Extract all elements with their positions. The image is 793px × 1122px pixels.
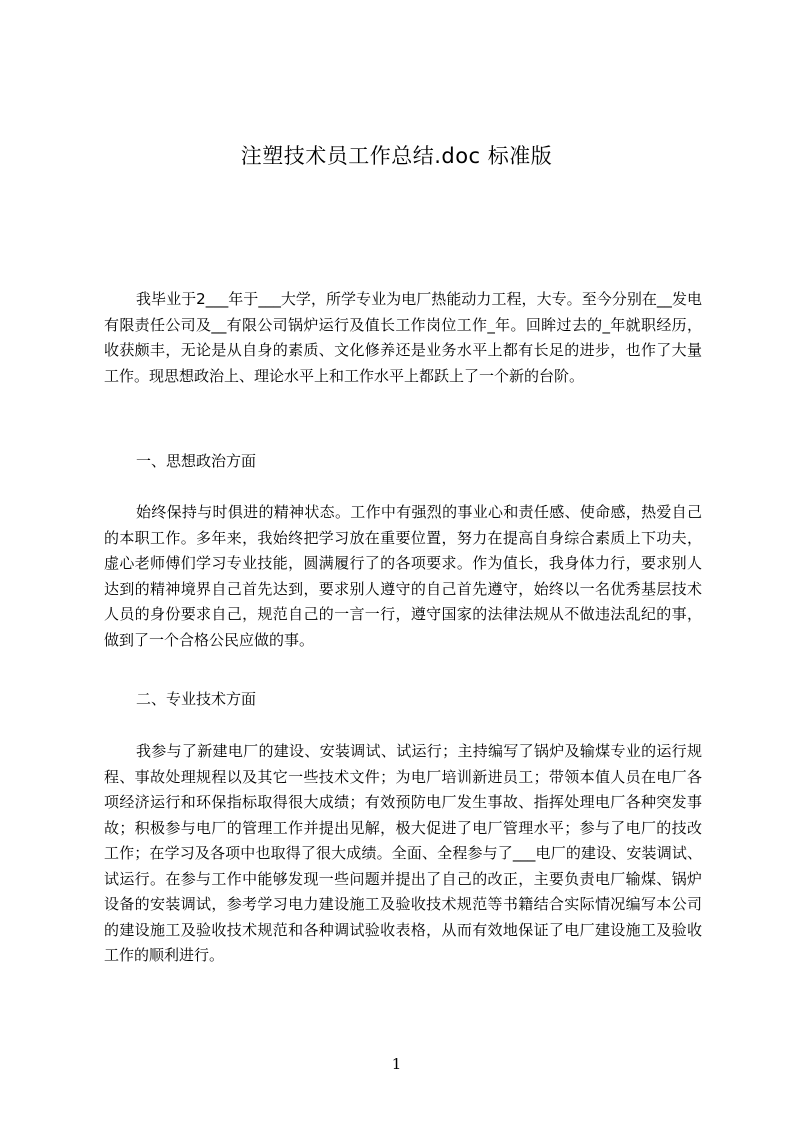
section-heading-technical: 二、专业技术方面 — [136, 690, 257, 708]
intro-paragraph: 我毕业于2___年于___大学，所学专业为电厂热能动力工程，大专。至今分别在__发电有限责任公司及__有限公司锅炉运行及值长工作岗位工作_年。回眸过去的_年就职经历，收获颇丰，无论是从自身的素质、文化修养还是业务水平上都有长足的进步，也作了大量工作。现思想政治上、理论水平上和工作水平上都跃上了一个新的台阶。 — [104, 290, 702, 385]
page-number: 1 — [391, 1055, 402, 1073]
section-political-block — [104, 500, 702, 653]
section-paragraph-technical: 我参与了新建电厂的建设、安装调试、试运行；主持编写了锅炉及输煤专业的运行规程、事故处理规程以及其它一些技术文件；为电厂培训新进员工；带领本值人员在电厂各项经济运行和环保指标取得很大成绩；有效预防电厂发生事故、指挥处理电厂各种突发事故；积极参与电厂的管理工作并提出见解，极大促进了电厂管理水平；参与了电厂的技改工作；在学习及各项中也取得了很大成绩。全面、全程参与了___电厂的建设、安装调试、试运行。在参与工作中能够发现一些问题并提出了自己的改正，主要负责电厂输煤、锅炉设备的安装调试，参考学习电力建设施工及验收技术规范等书籍结合实际情况编写本公司的建设施工及验收技术规范和各种调试验收表格，从而有效地保证了电厂建设施工及验收工作的顺利进行。 — [104, 742, 702, 964]
intro-paragraph-block — [104, 287, 702, 389]
document-title: 注塑技术员工作总结.doc 标准版 — [240, 144, 553, 168]
section-technical-block — [104, 739, 702, 969]
section-heading-political: 一、思想政治方面 — [136, 452, 257, 470]
section-paragraph-political: 始终保持与时俱进的精神状态。工作中有强烈的事业心和责任感、使命感，热爱自己的本职工作。多年来，我始终把学习放在重要位置，努力在提高自身综合素质上下功夫，虚心老师傅们学习专业技能，圆满履行了的各项要求。作为值长，我身体力行，要求别人达到的精神境界自己首先达到，要求别人遵守的自己首先遵守，始终以一名优秀基层技术人员的身份要求自己，规范自己的一言一行，遵守国家的法律法规从不做违法乱纪的事，做到了一个合格公民应做的事。 — [104, 503, 702, 649]
